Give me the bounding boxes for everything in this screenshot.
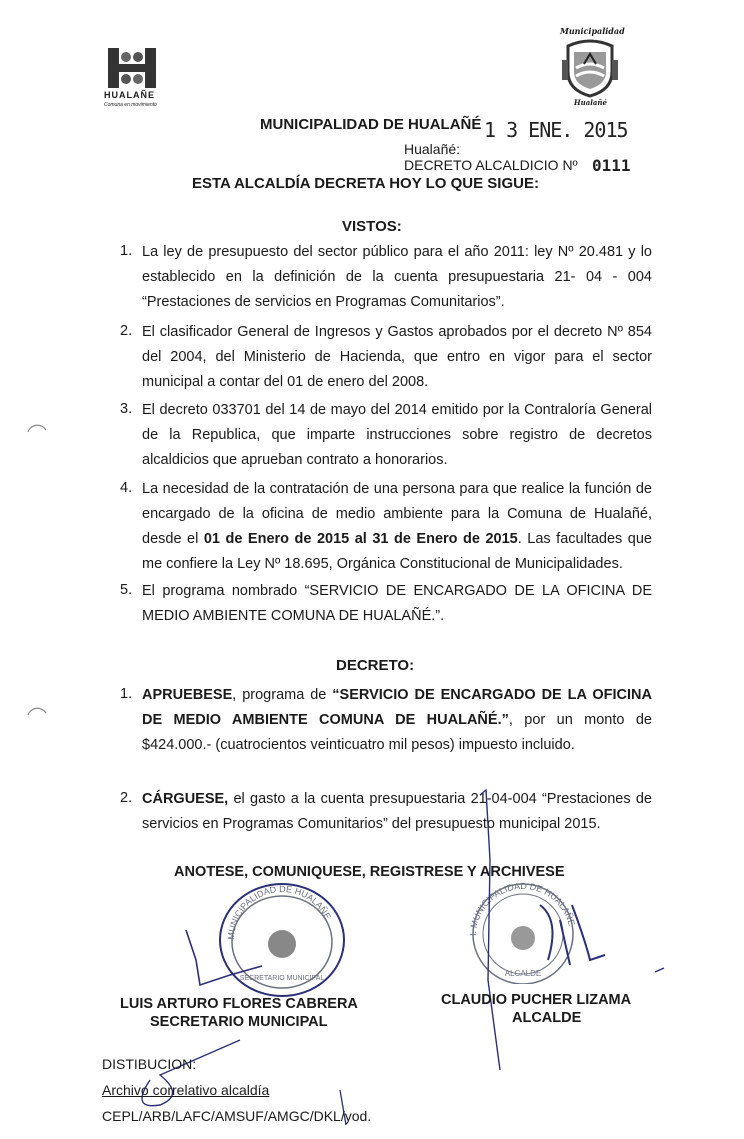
left-signer-name: LUIS ARTURO FLORES CABRERA [120,996,358,1012]
left-seal-sub: SECRETARIO MUNICIPAL [239,975,325,982]
vistos-num-4: 4. [120,480,133,496]
decreto-item-1-part-b: , por un monto de $424.000.- (cuatrocientos veinticuatro mil pesos) impuesto incluido. [142,712,652,753]
vistos-item-4-part-a: La necesidad de la contratación de una persona para que realice la función de encargado de la oficina de medio ambiente para la Comuna de Hualañé, desde el [142,481,652,547]
vistos-num-2: 2. [120,323,133,339]
logo-tagline: Comuna en movimiento [104,102,157,108]
coat-bottom-text: Hualañé [574,98,607,107]
right-signer-role: ALCALDE [512,1010,582,1026]
vistos-num-3: 3. [120,401,133,417]
left-signer-role: SECRETARIO MUNICIPAL [150,1014,328,1030]
decreto-heading: DECRETO: [336,657,415,674]
vistos-item-1: La ley de presupuesto del sector público para el año 2011: ley Nº 20.481 y lo establecido en la definición de la cuenta presupuestaria 21- 04 - 004 “Prestaciones de servicios en Programas Comunitarios”. [142,244,652,310]
vistos-item-4-dates: 01 de Enero de 2015 al 31 de Enero de 2015 [203,531,518,547]
closing-line: ANOTESE, COMUNIQUESE, REGISTRESE Y ARCHIVESE [174,864,565,880]
date-stamp: 1 3 ENE. 2015 [484,118,628,142]
logo-name: HUALAÑE [104,90,155,100]
distribution-label: DISTIBUCION: [102,1056,197,1072]
distribution-line-1: Archivo correlativo alcaldía [102,1082,270,1098]
right-signer-name: CLAUDIO PUCHER LIZAMA [441,992,632,1008]
vistos-item-3: El decreto 033701 del 14 de mayo del 2014 emitido por la Contraloría General de la Republica, que imparte instrucciones sobre registro de decretos alcaldicios que aprueban contrato a honorarios. [142,402,652,468]
decreto-item-2-part-b: el gasto a la cuenta presupuestaria 21-04-004 “Prestaciones de servicios en Programas Comunitarios” del presupuesto municipal 2015. [142,791,652,832]
vistos-item-4-part-b: . Las facultades que me confiere la Ley Nº 18.695, Orgánica Constitucional de Municipalidades. [142,531,652,572]
place-label: Hualañé: [404,141,461,157]
right-seal-text: I. MUNICIPALIDAD DE HUALAÑE [467,880,577,937]
distribution-line-2: CEPL/ARB/LAFC/AMSUF/AMGC/DKL/yod. [102,1108,372,1124]
vistos-num-1: 1. [120,243,133,259]
decreto-item-1-program: “SERVICIO DE ENCARGADO DE LA OFICINA DE MEDIO AMBIENTE COMUNA DE HUALAÑÉ.” [142,687,652,728]
coat-top-text: Municipalidad [560,26,625,36]
intro-heading: ESTA ALCALDÍA DECRETA HOY LO QUE SIGUE: [192,175,539,192]
right-seal-sub: ALCALDE [504,969,542,978]
document-title: MUNICIPALIDAD DE HUALAÑÉ [260,116,482,133]
decree-label: DECRETO ALCALDICIO Nº [404,157,578,173]
decreto-num-2: 2. [120,790,133,806]
decreto-item-2-lead: CÁRGUESE, [142,791,229,807]
vistos-item-5: El programa nombrado “SERVICIO DE ENCARGADO DE LA OFICINA DE MEDIO AMBIENTE COMUNA DE HUALAÑÉ.”. [142,583,652,624]
vistos-item-2: El clasificador General de Ingresos y Gastos aprobados por el decreto Nº 854 del 2004, del Ministerio de Hacienda, que entro en vigor para el sector municipal a contar del 01 de enero del 2008. [142,324,652,390]
vistos-heading: VISTOS: [342,218,402,235]
left-seal-text: MUNICIPALIDAD DE HUALAÑE [225,883,333,941]
vistos-num-5: 5. [120,582,133,598]
decreto-num-1: 1. [120,686,133,702]
decreto-item-1-part-a: , programa de [232,687,333,703]
decreto-item-1-lead: APRUEBESE [142,687,233,703]
decree-number-stamp: 0111 [592,156,631,175]
